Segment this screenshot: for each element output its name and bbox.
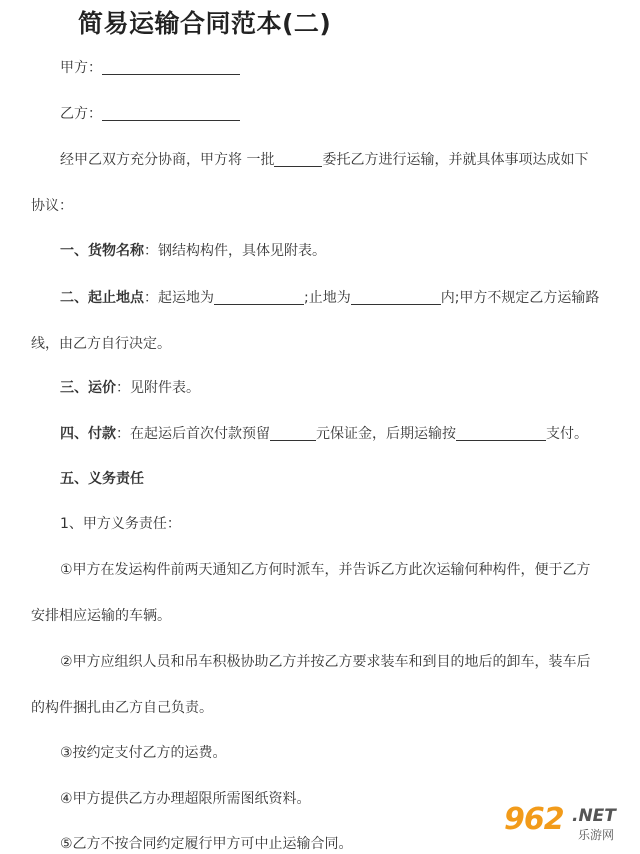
destination-blank	[351, 290, 441, 305]
party-b-line	[60, 104, 240, 124]
intro-continuation: 协议：	[31, 198, 73, 214]
duty-item-3: ③按约定支付乙方的运费。	[60, 745, 227, 761]
watermark-domain: .NET	[572, 806, 616, 826]
watermark-sitename: 乐游网	[578, 828, 615, 842]
section-4-text-1: ：在起运后首次付款预留	[116, 426, 270, 442]
section-4-heading: 四、付款	[60, 426, 116, 442]
section-1-heading: 一、货物名称	[60, 243, 144, 259]
section-2	[60, 288, 599, 308]
duty-item-4: ④甲方提供乙方办理超限所需图纸资料。	[60, 791, 311, 807]
party-a-line	[60, 58, 240, 78]
section-2-continuation: 线，由乙方自行决定。	[31, 336, 171, 352]
party-a-blank	[102, 60, 240, 75]
section-5-heading: 五、义务责任	[60, 471, 144, 487]
duty-item-1: ①甲方在发运构件前两天通知乙方何时派车，并告诉乙方此次运输何种构件，便于乙方	[60, 562, 591, 578]
section-3	[60, 378, 200, 398]
section-3-heading: 三、运价	[60, 380, 116, 396]
section-2-text-2: ;止地为	[304, 290, 351, 306]
watermark-number: 962	[504, 802, 564, 837]
section-1	[60, 241, 326, 261]
intro-text-1: 经甲乙双方充分协商，甲方将 一批	[60, 152, 275, 168]
deposit-blank	[270, 426, 316, 441]
section-4	[60, 424, 588, 444]
intro-paragraph	[60, 150, 588, 170]
section-2-heading: 二、起止地点	[60, 290, 144, 306]
section-4-text-2: 元保证金，后期运输按	[316, 426, 456, 442]
section-1-text: ：钢结构构件，具体见附表。	[144, 243, 326, 259]
payment-method-blank	[456, 426, 546, 441]
section-3-text: ：见附件表。	[116, 380, 200, 396]
section-2-text-1: ：起运地为	[144, 290, 214, 306]
origin-blank	[214, 290, 304, 305]
section-4-text-3: 支付。	[546, 426, 588, 442]
duty-item-5: ⑤乙方不按合同约定履行甲方可中止运输合同。	[60, 836, 353, 852]
document-title: 简易运输合同范本(二)	[78, 9, 332, 38]
duty-item-1-continuation: 安排相应运输的车辆。	[31, 608, 171, 624]
intro-text-2: 委托乙方进行运输，并就具体事项达成如下	[322, 152, 589, 168]
party-b-label: 乙方：	[60, 106, 102, 122]
duty-item-2: ②甲方应组织人员和吊车积极协助乙方并按乙方要求装车和到目的地后的卸车，装车后	[60, 654, 591, 670]
cargo-blank	[274, 152, 322, 167]
section-2-text-3: 内;甲方不规定乙方运输路	[440, 290, 600, 306]
site-watermark-logo	[504, 802, 634, 846]
party-a-label: 甲方：	[60, 60, 102, 76]
duty-item-2-continuation: 的构件捆扎由乙方自己负责。	[31, 700, 213, 716]
party-b-blank	[102, 106, 240, 121]
section-5-subheading: 1、甲方义务责任：	[60, 516, 181, 532]
